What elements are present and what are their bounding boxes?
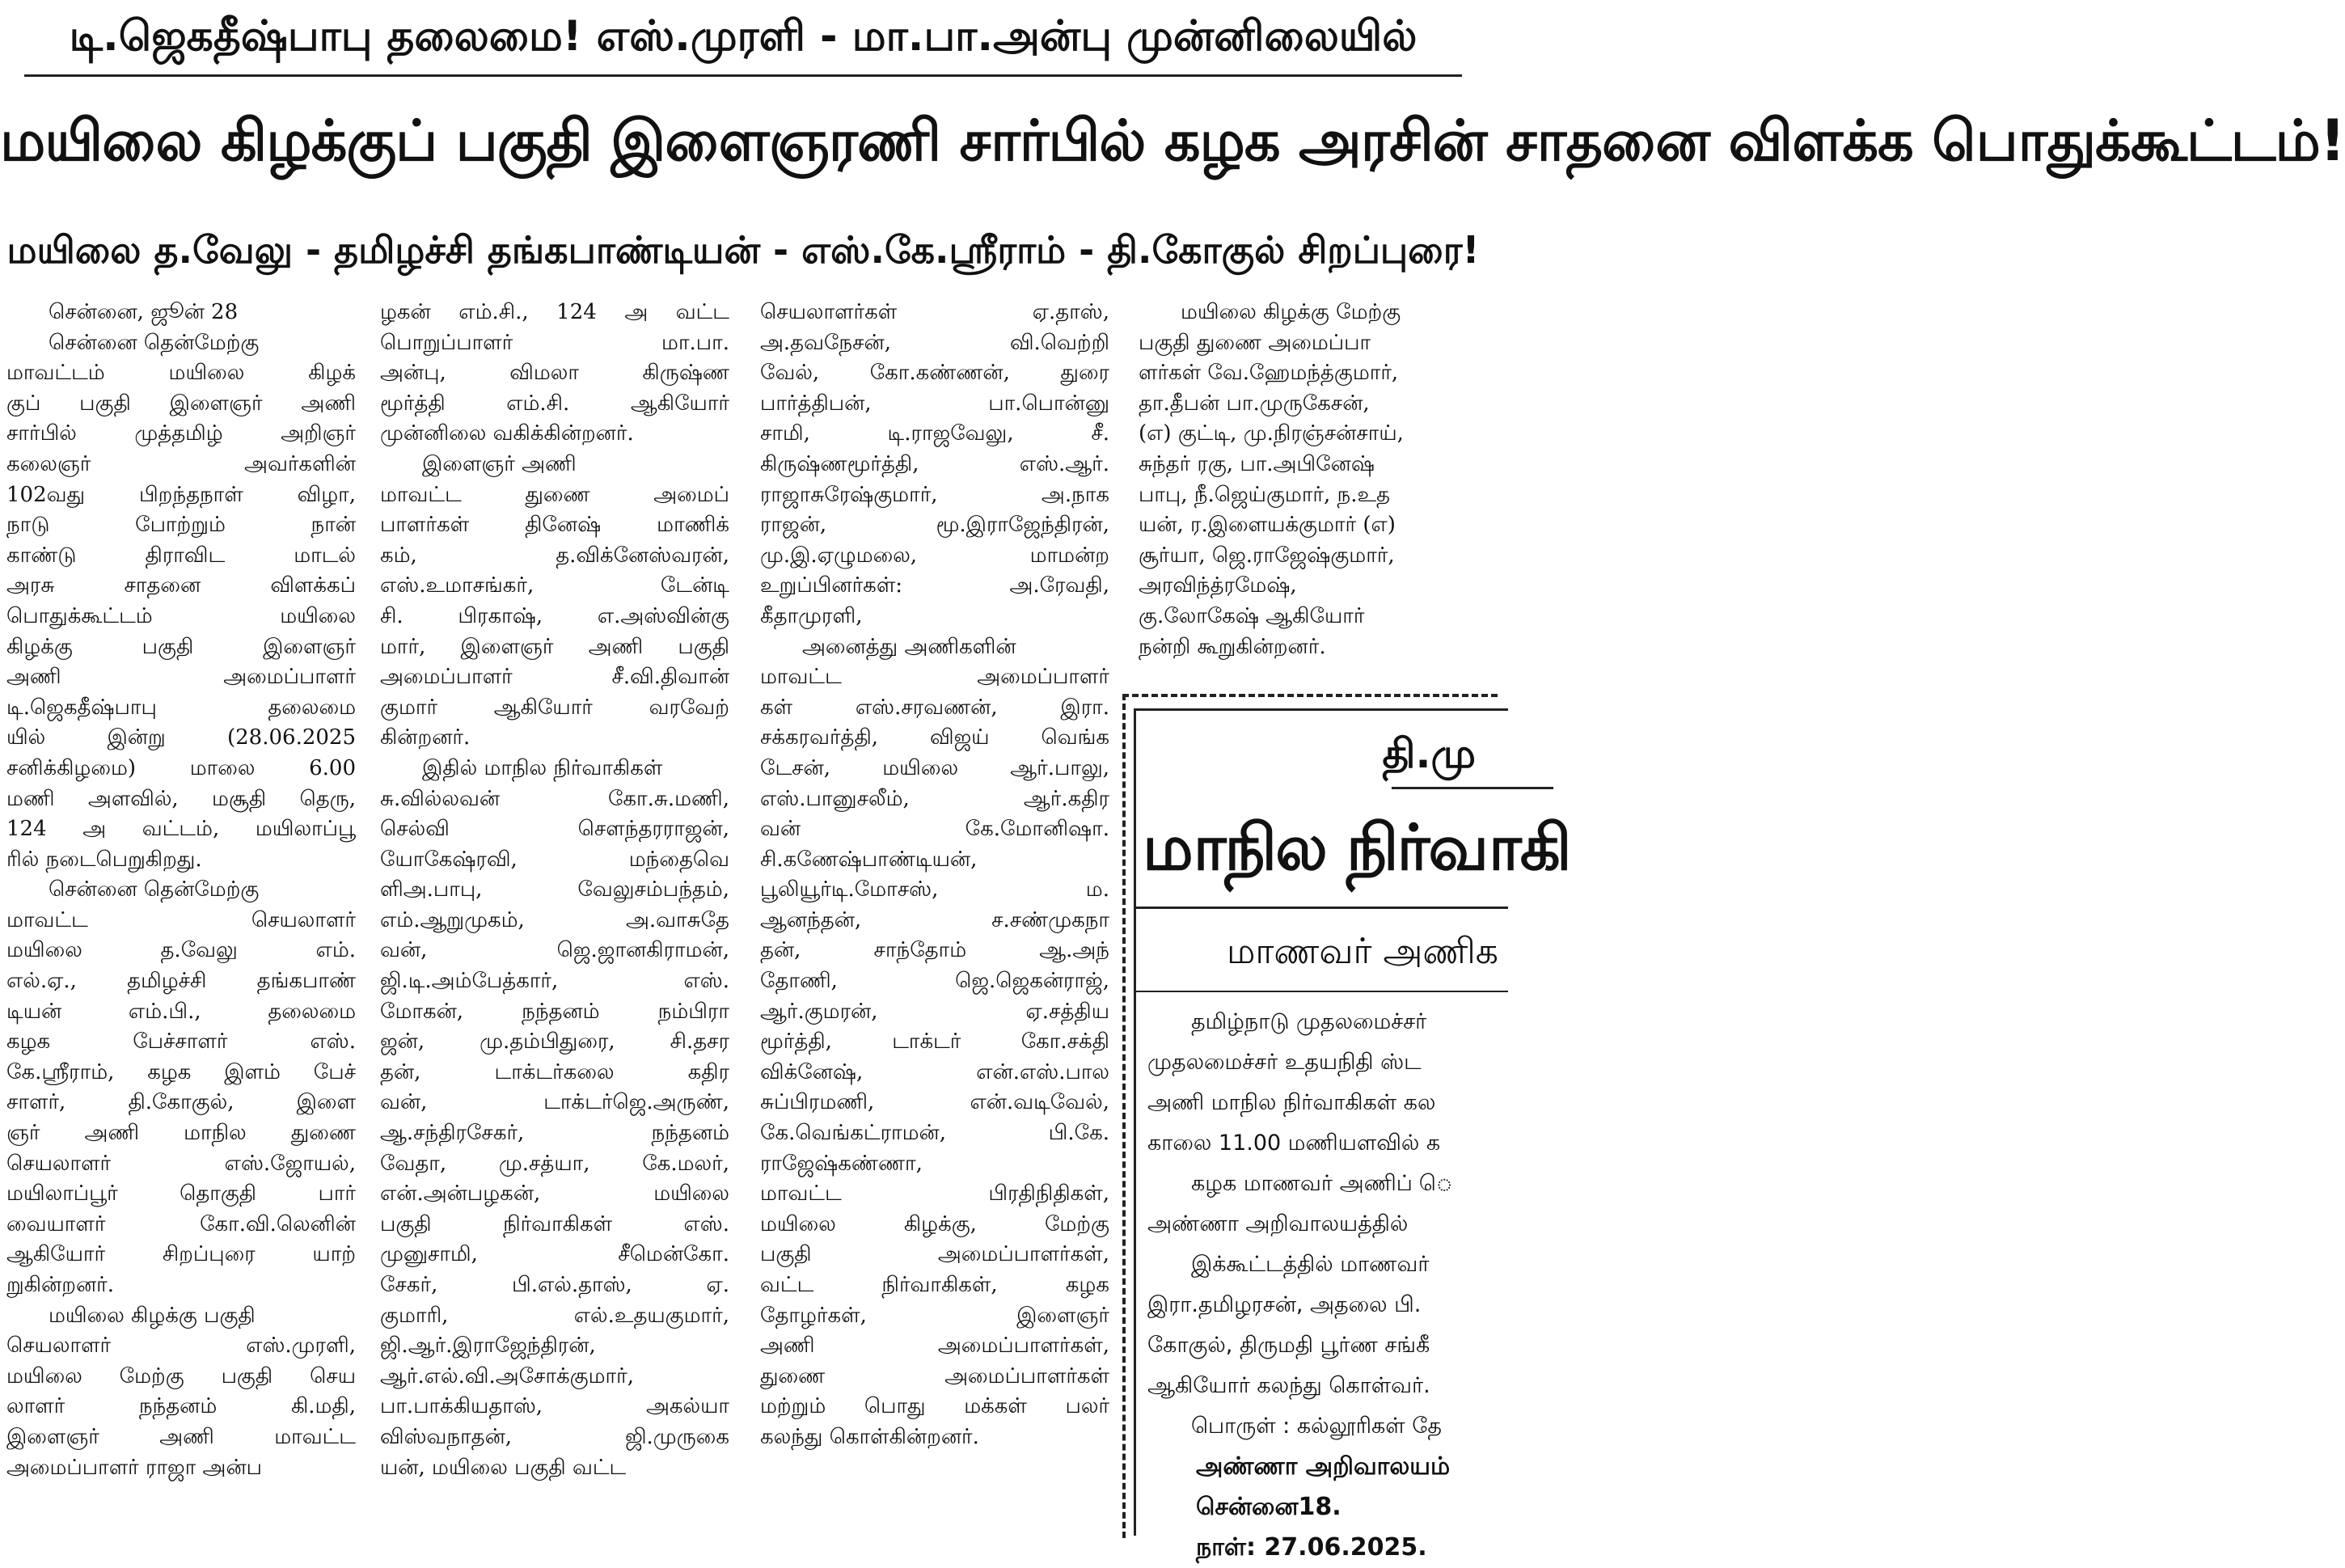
article-line: சேகர், பி.எல்.தாஸ், ஏ.: [380, 1273, 729, 1297]
article-line: ஆனந்தன், ச.சண்முகநா: [760, 907, 1109, 932]
article-line: கு.லோகேஷ் ஆகியோர்: [1139, 603, 1365, 628]
article-line: மு.இ.ஏழுமலை, மாமன்ற: [760, 543, 1109, 568]
article-column-1: [6, 298, 356, 1527]
article-line: மற்றும் பொது மக்கள் பலர்: [760, 1394, 1109, 1419]
article-line: பகுதி அமைப்பாளர்கள்,: [760, 1242, 1109, 1267]
article-line: மணி அளவில், மசூதி தெரு,: [6, 786, 356, 811]
article-line: பா.பாக்கியதாஸ், அகல்யா: [380, 1394, 729, 1419]
article-line: 102வது பிறந்தநாள் விழா,: [6, 482, 356, 507]
article-line: கழக பேச்சாளர் எஸ்.: [6, 1029, 356, 1054]
article-line: ராஜன், மூ.இராஜேந்திரன்,: [760, 513, 1109, 538]
article-line: ஆர்.குமரன், ஏ.சத்திய: [760, 999, 1109, 1024]
article-line: வன், ஜெ.ஜானகிராமன்,: [380, 938, 729, 963]
article-line: மாவட்ட பிரதிநிதிகள்,: [760, 1181, 1109, 1207]
article-line: மயிலை கிழக்கு மேற்கு: [1139, 300, 1401, 324]
article-line: சூர்யா, ஜெ.ராஜேஷ்குமார்,: [1139, 543, 1395, 568]
article-line: விக்னேஷ், என்.எஸ்.பால: [760, 1059, 1109, 1084]
sub-headline: மயிலை த.வேலு - தமிழச்சி தங்கபாண்டியன் - எஸ்.கே.ஸ்ரீராம் - தி.கோகுல் சிறப்புரை!: [6, 228, 1480, 272]
article-line: ஜி.ஆர்.இராஜேந்திரன்,: [380, 1333, 596, 1359]
article-line: கீதாமுரளி,: [760, 603, 863, 628]
article-line: ழகன் எம்.சி., 124 அ வட்ட: [380, 300, 729, 324]
article-line: மயிலாப்பூர் தொகுதி பார்: [6, 1181, 356, 1207]
article-line: சென்னை தென்மேற்கு: [6, 330, 260, 355]
article-line: இதில் மாநில நிர்வாகிகள்: [380, 755, 663, 780]
article-line: சுந்தர் ரகு, பா.அபினேஷ்: [1139, 451, 1375, 476]
article-line: விஸ்வநாதன், ஜி.முருகை: [380, 1424, 729, 1449]
notice-line: சென்னை18.: [1147, 1493, 1342, 1521]
article-line: எல்.ஏ., தமிழச்சி தங்கபாண்: [6, 969, 356, 994]
article-line: யில் இன்று (28.06.2025: [6, 725, 356, 750]
article-line: வேல், கோ.கண்ணன், துரை: [760, 361, 1109, 386]
article-line: சார்பில் முத்தமிழ் அறிஞர்: [6, 421, 356, 446]
article-line: ஜன், மு.தம்பிதுரை, சி.தசர: [380, 1029, 729, 1054]
article-line: சனிக்கிழமை) மாலை 6.00: [6, 755, 356, 780]
article-line: குமார் ஆகியோர் வரவேற்: [380, 695, 729, 720]
article-line: குமாரி, எல்.உதயகுமார்,: [380, 1303, 729, 1328]
article-line: மாவட்ட அமைப்பாளர்: [760, 665, 1109, 690]
kicker-headline: டி.ஜெகதீஷ்பாபு தலைமை! எஸ்.முரளி - மா.பா.அன்பு முன்னிலையில்: [69, 12, 1418, 61]
notice-line: இரா.தமிழரசன், அதலை பி.: [1147, 1292, 1422, 1317]
article-line: கலந்து கொள்கின்றனர்.: [760, 1424, 979, 1449]
article-line: வன் கே.மோனிஷா.: [760, 817, 1109, 842]
article-line: மயிலை கிழக்கு, மேற்கு: [760, 1211, 1109, 1236]
article-line: டி.ஜெகதீஷ்பாபு தலைமை: [6, 695, 356, 720]
article-line: ஆர்.எல்.வி.அசோக்குமார்,: [380, 1363, 634, 1388]
article-line: அ.தவநேசன், வி.வெற்றி: [760, 330, 1109, 355]
article-line: ஆகியோர் சிறப்புரை யாற்: [6, 1242, 356, 1267]
article-line: வேதா, மு.சத்யா, கே.மலர்,: [380, 1151, 729, 1176]
article-column-3: [760, 298, 1109, 1527]
article-line: தோணி, ஜெ.ஜெகன்ராஜ்,: [760, 969, 1109, 994]
article-line: சுப்பிரமணி, என்.வடிவேல்,: [760, 1090, 1109, 1115]
article-line: கலைஞர் அவர்களின்: [6, 451, 356, 476]
article-line: சென்னை, ஜூன் 28: [6, 300, 239, 324]
article-line: லாளர் நந்தனம் கி.மதி,: [6, 1394, 356, 1419]
article-line: பாளர்கள் தினேஷ் மாணிக்: [380, 513, 729, 538]
article-line: அணி அமைப்பாளர்: [6, 665, 356, 690]
article-line: பகுதி நிர்வாகிகள் எஸ்.: [380, 1211, 729, 1236]
notice-line: கழக மாணவர் அணிப் ெ: [1147, 1171, 1453, 1196]
article-line: மோகன், நந்தனம் நம்பிரா: [380, 999, 729, 1024]
article-line: யன், ர.இளையக்குமார் (எ): [1139, 513, 1396, 538]
article-line: யோகேஷ்ரவி, மந்தைவெ: [380, 847, 729, 872]
notice-box-title: தி.மு: [1382, 730, 1476, 777]
article-line: பாபு, நீ.ஜெய்குமார், ந.உத: [1139, 482, 1390, 507]
article-line: சென்னை தென்மேற்கு: [6, 877, 260, 902]
article-line: என்.அன்பழகன், மயிலை: [380, 1181, 729, 1207]
article-line: கம், த.விக்னேஸ்வரன்,: [380, 543, 729, 568]
article-line: சி. பிரகாஷ், எ.அஸ்வின்கு: [380, 603, 729, 628]
article-line: அரவிந்த்ரமேஷ்,: [1139, 573, 1297, 598]
article-line: அனைத்து அணிகளின்: [760, 634, 1016, 659]
main-headline: மயிலை கிழக்குப் பகுதி இளைஞரணி சார்பில் கழக அரசின் சாதனை விளக்க பொதுக்கூட்டம்!: [0, 108, 2345, 174]
article-line: செயலாளர்கள் ஏ.தாஸ்,: [760, 300, 1109, 324]
notice-box-frame: [1134, 708, 1570, 1562]
article-line: செல்வி சௌந்தரராஜன்,: [380, 817, 729, 842]
article-line: ஜி.டி.அம்பேத்கார், எஸ்.: [380, 969, 729, 994]
article-line: இளைஞர் அணி மாவட்ட: [6, 1424, 356, 1449]
notice-line: தமிழ்நாடு முதலமைச்சர்: [1147, 1009, 1427, 1034]
article-line: பொறுப்பாளர் மா.பா.: [380, 330, 729, 355]
article-line: கள் எஸ்.சரவணன், இரா.: [760, 695, 1109, 720]
article-line: தன், சாந்தோம் ஆ.அந்: [760, 938, 1109, 963]
article-line: டேசன், மயிலை ஆர்.பாலு,: [760, 755, 1109, 780]
article-line: நன்றி கூறுகின்றனர்.: [1139, 634, 1326, 659]
article-line: உறுப்பினர்கள்: அ.ரேவதி,: [760, 573, 1109, 598]
article-line: ராஜேஷ்கண்ணா,: [760, 1151, 923, 1176]
notice-line: அண்ணா அறிவாலயம்: [1147, 1452, 1451, 1481]
article-line: 124 அ வட்டம், மயிலாப்பூ: [6, 817, 356, 842]
article-line: ராஜாசுரேஷ்குமார், அ.நாக: [760, 482, 1109, 507]
article-line: வையாளர் கோ.வி.லெனின்: [6, 1211, 356, 1236]
article-line: சக்கரவர்த்தி, விஜய் வெங்க: [760, 725, 1109, 750]
article-line: செயலாளர் எஸ்.முரளி,: [6, 1333, 356, 1359]
article-line: சி.கணேஷ்பாண்டியன்,: [760, 847, 978, 872]
article-line: காண்டு திராவிட மாடல்: [6, 543, 356, 568]
article-line: ஞர் அணி மாநில துணை: [6, 1121, 356, 1146]
notice-line: கோகுல், திருமதி பூர்ண சங்கீ: [1147, 1333, 1430, 1358]
article-line: எஸ்.உமாசங்கர், டேன்டி: [380, 573, 729, 598]
article-line: தோழர்கள், இளைஞர்: [760, 1303, 1109, 1328]
notice-box-body: [1147, 1002, 1527, 1562]
article-line: அமைப்பாளர் ராஜா அன்ப: [6, 1455, 263, 1480]
article-line: இளைஞர் அணி: [380, 451, 577, 476]
article-line: ளர்கள் வே.ஹேமந்த்குமார்,: [1139, 361, 1399, 386]
header-rule: [24, 74, 1462, 77]
notice-divider-2: [1136, 991, 1508, 992]
article-line: யன், மயிலை பகுதி வட்ட: [380, 1455, 627, 1480]
article-line: தன், டாக்டர்கலை கதிர: [380, 1059, 729, 1084]
article-line: பார்த்திபன், பா.பொன்னு: [760, 391, 1109, 416]
article-line: மாவட்டம் மயிலை கிழக்: [6, 361, 356, 386]
article-line: ஆ.சந்திரசேகர், நந்தனம்: [380, 1121, 729, 1146]
article-line: அமைப்பாளர் சீ.வி.திவான்: [380, 665, 729, 690]
article-line: வன், டாக்டர்ஜெ.அருண்,: [380, 1090, 729, 1115]
notice-box-heading: மாநில நிர்வாகி: [1143, 812, 1570, 885]
article-line: சாளர், தி.கோகுல், இளை: [6, 1090, 356, 1115]
article-line: மயிலை கிழக்கு பகுதி: [6, 1303, 256, 1328]
article-line: குப் பகுதி இளைஞர் அணி: [6, 391, 356, 416]
notice-box: [1122, 694, 1570, 1562]
article-line: பகுதி துணை அமைப்பா: [1139, 330, 1371, 355]
article-line: ளிஅ.பாபு, வேலுசம்பந்தம்,: [380, 877, 729, 902]
article-line: அணி அமைப்பாளர்கள்,: [760, 1333, 1109, 1359]
article-line: வட்ட நிர்வாகிகள், கழக: [760, 1273, 1109, 1297]
article-line: கின்றனர்.: [380, 725, 471, 750]
notice-line: இக்கூட்டத்தில் மாணவர்: [1147, 1252, 1430, 1277]
article-line: றுகின்றனர்.: [6, 1273, 115, 1297]
article-line: நாடு போற்றும் நான்: [6, 513, 356, 538]
article-line: மயிலை த.வேலு எம்.: [6, 938, 356, 963]
article-line: சு.வில்லவன் கோ.சு.மணி,: [380, 786, 729, 811]
notice-line: பொருள் : கல்லூரிகள் தே: [1147, 1414, 1442, 1439]
article-line: மார், இளைஞர் அணி பகுதி: [380, 634, 729, 659]
article-line: ரில் நடைபெறுகிறது.: [6, 847, 202, 872]
article-line: அன்பு, விமலா கிருஷ்ண: [380, 361, 729, 386]
article-line: (எ) குட்டி, மு.நிரஞ்சன்சாய்,: [1139, 421, 1404, 446]
article-line: கே.ஸ்ரீராம், கழக இளம் பேச்: [6, 1059, 356, 1084]
article-line: கிருஷ்ணமூர்த்தி, எஸ்.ஆர்.: [760, 451, 1109, 476]
article-line: கிழக்கு பகுதி இளைஞர்: [6, 634, 356, 659]
notice-line: ஆகியோர் கலந்து கொள்வர்.: [1147, 1373, 1430, 1398]
article-line: மயிலை மேற்கு பகுதி செய: [6, 1363, 356, 1388]
article-line: முனுசாமி, சீமென்கோ.: [380, 1242, 729, 1267]
notice-box-subheading: மாணவர் அணிக: [1227, 931, 1498, 972]
notice-line: அண்ணா அறிவாலயத்தில்: [1147, 1211, 1409, 1236]
article-line: டியன் எம்.பி., தலைமை: [6, 999, 356, 1024]
article-line: பூலியூர்டி.மோசஸ், ம.: [760, 877, 1109, 902]
notice-divider: [1136, 907, 1508, 909]
article-line: மூர்த்தி, டாக்டர் கோ.சக்தி: [760, 1029, 1109, 1054]
article-line: மாவட்ட துணை அமைப்: [380, 482, 729, 507]
notice-line: அணி மாநில நிர்வாகிகள் கல: [1147, 1090, 1436, 1115]
notice-line: காலை 11.00 மணியளவில் க: [1147, 1131, 1441, 1156]
article-line: எம்.ஆறுமுகம், அ.வாசுதே: [380, 907, 729, 932]
article-line: பொதுக்கூட்டம் மயிலை: [6, 603, 356, 628]
article-line: எஸ்.பானுசலீம், ஆர்.கதிர: [760, 786, 1109, 811]
notice-title-underline: [1392, 787, 1553, 789]
article-line: செயலாளர் எஸ்.ஜோயல்,: [6, 1151, 356, 1176]
article-column-2: [380, 298, 729, 1527]
article-line: தா.தீபன் பா.முருகேசன்,: [1139, 391, 1370, 416]
article-line: மாவட்ட செயலாளர்: [6, 907, 356, 932]
notice-line: முதலமைச்சர் உதயநிதி ஸ்ட: [1147, 1050, 1422, 1075]
article-line: அரசு சாதனை விளக்கப்: [6, 573, 356, 598]
article-line: முன்னிலை வகிக்கின்றனர்.: [380, 421, 634, 446]
article-line: மூர்த்தி எம்.சி. ஆகியோர்: [380, 391, 729, 416]
article-line: கே.வெங்கட்ராமன், பி.கே.: [760, 1121, 1109, 1146]
article-line: சாமி, டி.ராஜவேலு, சீ.: [760, 421, 1109, 446]
article-line: துணை அமைப்பாளர்கள்: [760, 1363, 1109, 1388]
notice-line: நாள்: 27.06.2025.: [1147, 1533, 1427, 1562]
